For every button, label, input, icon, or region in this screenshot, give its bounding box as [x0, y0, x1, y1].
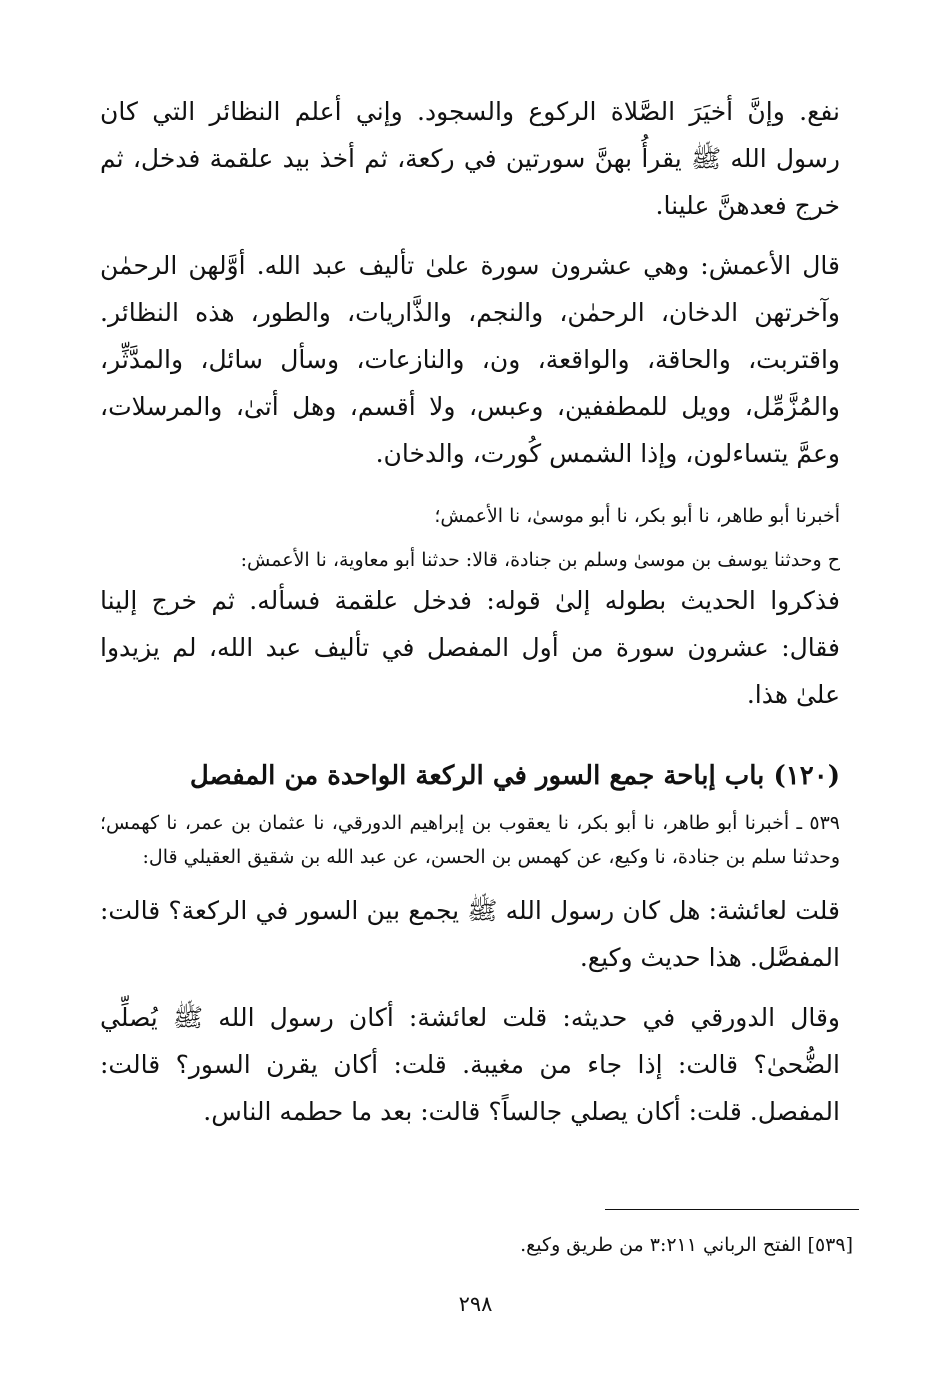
- hadith-isnad: ٥٣٩ ـ أخبرنا أبو طاهر، نا أبو بكر، نا يعقوب بن إبراهيم الدورقي، نا عثمان بن عمر، نا كهمس؛ وحدثنا سلم بن جنادة، نا وكيع، عن كهمس بن الحسن، عن عبد الله بن شقيق العقيلي قال:: [100, 812, 840, 868]
- paragraph-1: نفع. وإنَّ أخيَرَ الصَّلاة الركوع والسجود. وإني أعلم النظائر التي كان رسول الله ﷺ يقرأُ بهنَّ سورتين في ركعة، ثم أخذ بيد علقمة فدخل، ثم خرج فعدهنَّ علينا.: [100, 97, 840, 220]
- chapter-heading: (١٢٠) باب إباحة جمع السور في الركعة الواحدة من المفصل: [189, 761, 840, 791]
- page-body: [100, 88, 840, 1135]
- paragraph-2: قال الأعمش: وهي عشرون سورة علىٰ تأليف عبد الله. أوَّلهن الرحمٰن وآخرتهن الدخان، الرحمٰن، والنجم، والذَّاريات، والطور، هذه النظائر. واقتربت، والحاقة، والواقعة، ون، والنازعات، وسأل سائل، والمدَّثِّر، والمُزَّمِّل، وويل للمطففين، وعبس، ولا أقسم، وهل أتىٰ، والمرسلات، وعمَّ يتساءلون، وإذا الشمس كُورت، والدخان.: [100, 251, 840, 468]
- hadith-text-1: قلت لعائشة: هل كان رسول الله ﷺ يجمع بين السور في الركعة؟ قالت: المفصَّل. هذا حديث وكيع.: [100, 896, 840, 972]
- paragraph-3: فذكروا الحديث بطوله إلىٰ قوله: فدخل علقمة فسأله. ثم خرج إلينا فقال: عشرون سورة من أول المفصل في تأليف عبد الله، لم يزيدوا علىٰ هذا.: [100, 586, 840, 709]
- footnote: [٥٣٩] الفتح الرباني ٣:٢١١ من طريق وكيع.: [520, 1234, 853, 1256]
- page-number: ٢٩٨: [458, 1292, 493, 1316]
- isnad-line-2: ح وحدثنا يوسف بن موسىٰ وسلم بن جنادة، قالا: حدثنا أبو معاوية، نا الأعمش:: [240, 549, 840, 571]
- footnote-divider: [605, 1209, 859, 1210]
- isnad-line-1: أخبرنا أبو طاهر، نا أبو بكر، نا أبو موسىٰ، نا الأعمش؛: [434, 505, 840, 527]
- hadith-text-2: وقال الدورقي في حديثه: قلت لعائشة: أكان رسول الله ﷺ يُصلِّي الضُّحىٰ؟ قالت: إذا جاء من مغيبة. قلت: أكان يقرن السور؟ قالت: المفصل. قلت: أكان يصلي جالساً؟ قالت: بعد ما حطمه الناس.: [100, 1003, 840, 1126]
